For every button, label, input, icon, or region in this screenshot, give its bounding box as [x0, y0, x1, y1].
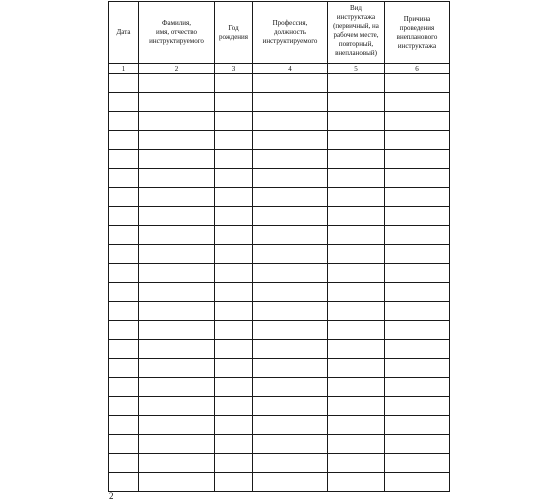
table-cell[interactable] [109, 264, 139, 283]
table-cell[interactable] [253, 359, 328, 378]
table-cell[interactable] [215, 435, 253, 454]
table-cell[interactable] [139, 150, 215, 169]
table-cell[interactable] [215, 321, 253, 340]
table-cell[interactable] [215, 226, 253, 245]
table-cell[interactable] [253, 416, 328, 435]
table-cell[interactable] [215, 473, 253, 492]
table-row [109, 226, 450, 245]
table-cell[interactable] [328, 435, 385, 454]
table-cell[interactable] [385, 397, 450, 416]
table-row [109, 74, 450, 93]
table-cell[interactable] [139, 245, 215, 264]
table-cell[interactable] [139, 321, 215, 340]
header-briefing-type: Вид инструктажа (первичный, на рабочем месте, повторный, внеплановый) [328, 2, 385, 64]
table-cell[interactable] [215, 397, 253, 416]
table-cell[interactable] [109, 302, 139, 321]
briefing-log-table [108, 1, 450, 492]
table-cell[interactable] [253, 321, 328, 340]
table-cell[interactable] [109, 378, 139, 397]
table-cell[interactable] [139, 340, 215, 359]
table-cell[interactable] [139, 435, 215, 454]
table-row [109, 397, 450, 416]
table-cell[interactable] [328, 264, 385, 283]
column-number: 1 [109, 64, 139, 74]
header-date: Дата [109, 2, 139, 64]
table-cell[interactable] [109, 188, 139, 207]
column-number: 6 [385, 64, 450, 74]
table-cell[interactable] [385, 93, 450, 112]
table-cell[interactable] [109, 454, 139, 473]
table-cell[interactable] [139, 226, 215, 245]
table-cell[interactable] [139, 131, 215, 150]
table-cell[interactable] [139, 112, 215, 131]
table-cell[interactable] [385, 169, 450, 188]
table-cell[interactable] [328, 131, 385, 150]
table-cell[interactable] [253, 397, 328, 416]
table-cell[interactable] [253, 150, 328, 169]
table-row [109, 245, 450, 264]
table-cell[interactable] [385, 264, 450, 283]
table-cell[interactable] [328, 283, 385, 302]
table-cell[interactable] [253, 207, 328, 226]
table-cell[interactable] [109, 226, 139, 245]
table-cell[interactable] [139, 74, 215, 93]
table-cell[interactable] [139, 188, 215, 207]
table-cell[interactable] [328, 397, 385, 416]
table-cell[interactable] [253, 226, 328, 245]
table-cell[interactable] [215, 93, 253, 112]
table-cell[interactable] [328, 378, 385, 397]
table-cell[interactable] [215, 283, 253, 302]
table-cell[interactable] [109, 359, 139, 378]
table-row [109, 416, 450, 435]
table-cell[interactable] [139, 473, 215, 492]
table-cell[interactable] [253, 473, 328, 492]
table-cell[interactable] [253, 435, 328, 454]
table-cell[interactable] [253, 245, 328, 264]
column-number: 3 [215, 64, 253, 74]
table-cell[interactable] [328, 302, 385, 321]
table-cell[interactable] [139, 93, 215, 112]
table-cell[interactable] [253, 169, 328, 188]
table-cell[interactable] [385, 473, 450, 492]
table-cell[interactable] [215, 188, 253, 207]
table-cell[interactable] [215, 150, 253, 169]
table-cell[interactable] [328, 416, 385, 435]
table-cell[interactable] [385, 150, 450, 169]
table-cell[interactable] [253, 302, 328, 321]
table-cell[interactable] [109, 435, 139, 454]
table-cell[interactable] [215, 416, 253, 435]
table-cell[interactable] [328, 226, 385, 245]
table-cell[interactable] [385, 416, 450, 435]
column-number-row [109, 64, 450, 74]
table-cell[interactable] [385, 454, 450, 473]
table-cell[interactable] [215, 264, 253, 283]
table-cell[interactable] [215, 169, 253, 188]
table-cell[interactable] [139, 283, 215, 302]
page-number: 2 [109, 491, 114, 501]
table-cell[interactable] [328, 321, 385, 340]
table-cell[interactable] [253, 340, 328, 359]
table-cell[interactable] [109, 169, 139, 188]
table-cell[interactable] [109, 245, 139, 264]
table-row [109, 473, 450, 492]
table-cell[interactable] [139, 397, 215, 416]
table-cell[interactable] [385, 283, 450, 302]
table-cell[interactable] [253, 283, 328, 302]
table-cell[interactable] [109, 150, 139, 169]
table-row [109, 302, 450, 321]
table-cell[interactable] [139, 359, 215, 378]
table-cell[interactable] [385, 226, 450, 245]
header-full-name: Фамилия, имя, отчество инструктируемого [139, 2, 215, 64]
table-cell[interactable] [385, 112, 450, 131]
table-cell[interactable] [328, 473, 385, 492]
table-cell[interactable] [385, 245, 450, 264]
table-cell[interactable] [328, 245, 385, 264]
table-row [109, 150, 450, 169]
table-cell[interactable] [109, 283, 139, 302]
table-row [109, 321, 450, 340]
table-cell[interactable] [109, 207, 139, 226]
table-row [109, 188, 450, 207]
table-cell[interactable] [215, 245, 253, 264]
column-number: 2 [139, 64, 215, 74]
table-cell[interactable] [328, 93, 385, 112]
table-cell[interactable] [215, 302, 253, 321]
table-row [109, 283, 450, 302]
table-cell[interactable] [328, 112, 385, 131]
table-cell[interactable] [215, 207, 253, 226]
table-cell[interactable] [328, 207, 385, 226]
table-cell[interactable] [385, 378, 450, 397]
table-cell[interactable] [328, 188, 385, 207]
table-cell[interactable] [253, 264, 328, 283]
table-cell[interactable] [109, 473, 139, 492]
table-cell[interactable] [215, 74, 253, 93]
table-cell[interactable] [385, 188, 450, 207]
table-row [109, 359, 450, 378]
table-cell[interactable] [385, 321, 450, 340]
table-cell[interactable] [385, 435, 450, 454]
table-cell[interactable] [139, 302, 215, 321]
table-cell[interactable] [109, 93, 139, 112]
table-row [109, 378, 450, 397]
table-cell[interactable] [139, 169, 215, 188]
table-cell[interactable] [253, 131, 328, 150]
table-row [109, 454, 450, 473]
table-cell[interactable] [385, 359, 450, 378]
table-cell[interactable] [109, 397, 139, 416]
table-row [109, 112, 450, 131]
table-row [109, 340, 450, 359]
table-cell[interactable] [215, 112, 253, 131]
table-cell[interactable] [328, 454, 385, 473]
header-unscheduled-reason: Причина проведения внепланового инструктажа [385, 2, 450, 64]
table-cell[interactable] [253, 188, 328, 207]
table-cell[interactable] [385, 207, 450, 226]
table-cell[interactable] [109, 74, 139, 93]
table-cell[interactable] [109, 112, 139, 131]
header-birth-year: Год рождения [215, 2, 253, 64]
table-cell[interactable] [385, 340, 450, 359]
table-row [109, 207, 450, 226]
table-cell[interactable] [109, 340, 139, 359]
table-row [109, 93, 450, 112]
table-cell[interactable] [215, 131, 253, 150]
table-cell[interactable] [328, 359, 385, 378]
table-cell[interactable] [139, 454, 215, 473]
table-cell[interactable] [215, 454, 253, 473]
table-row [109, 435, 450, 454]
column-number: 4 [253, 64, 328, 74]
table-cell[interactable] [139, 264, 215, 283]
table-cell[interactable] [109, 416, 139, 435]
table-cell[interactable] [253, 112, 328, 131]
table-cell[interactable] [328, 150, 385, 169]
table-cell[interactable] [385, 131, 450, 150]
table-cell[interactable] [385, 74, 450, 93]
table-cell[interactable] [109, 131, 139, 150]
table-cell[interactable] [109, 321, 139, 340]
table-cell[interactable] [253, 454, 328, 473]
table-cell[interactable] [215, 340, 253, 359]
table-cell[interactable] [215, 359, 253, 378]
table-cell[interactable] [253, 74, 328, 93]
column-number: 5 [328, 64, 385, 74]
table-cell[interactable] [139, 207, 215, 226]
table-cell[interactable] [385, 302, 450, 321]
header-row [109, 2, 450, 64]
table-row [109, 264, 450, 283]
table-cell[interactable] [253, 93, 328, 112]
table-cell[interactable] [253, 378, 328, 397]
table-row [109, 131, 450, 150]
table-cell[interactable] [328, 74, 385, 93]
table-row [109, 169, 450, 188]
header-profession: Профессия, должность инструктируемого [253, 2, 328, 64]
table-cell[interactable] [215, 378, 253, 397]
table-cell[interactable] [139, 378, 215, 397]
table-cell[interactable] [328, 340, 385, 359]
table-cell[interactable] [139, 416, 215, 435]
table-cell[interactable] [328, 169, 385, 188]
